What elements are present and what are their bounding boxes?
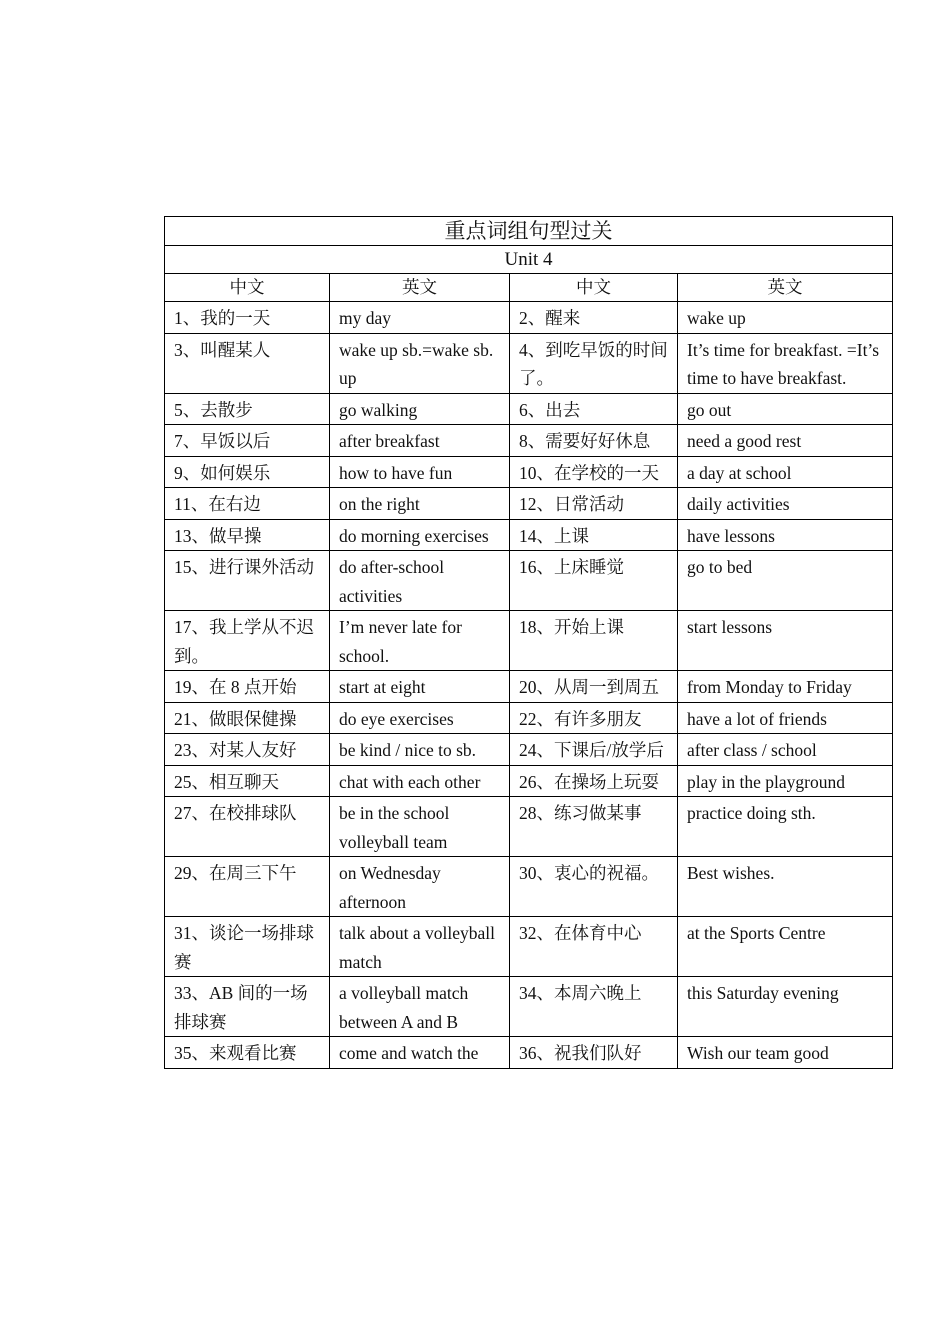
table-row — [165, 765, 893, 797]
chinese-cell: 25、相互聊天 — [165, 765, 330, 797]
chinese-cell: 11、在右边 — [165, 488, 330, 520]
english-cell: Wish our team good — [678, 1037, 893, 1069]
english-cell: start at eight — [330, 671, 510, 703]
chinese-cell: 17、我上学从不迟到。 — [165, 611, 330, 671]
english-cell: a day at school — [678, 456, 893, 488]
table-row — [165, 611, 893, 671]
chinese-cell: 35、来观看比赛 — [165, 1037, 330, 1069]
english-cell: start lessons — [678, 611, 893, 671]
english-cell: a volleyball match between A and B — [330, 977, 510, 1037]
chinese-cell: 19、在 8 点开始 — [165, 671, 330, 703]
chinese-cell: 32、在体育中心 — [510, 917, 678, 977]
chinese-cell: 21、做眼保健操 — [165, 702, 330, 734]
chinese-cell: 15、进行课外活动 — [165, 551, 330, 611]
chinese-cell: 33、AB 间的一场排球赛 — [165, 977, 330, 1037]
table-row — [165, 917, 893, 977]
table-row — [165, 551, 893, 611]
chinese-cell: 28、练习做某事 — [510, 797, 678, 857]
table-row — [165, 671, 893, 703]
chinese-cell: 12、日常活动 — [510, 488, 678, 520]
chinese-cell: 27、在校排球队 — [165, 797, 330, 857]
header-chinese-1: 中文 — [165, 274, 330, 302]
english-cell: how to have fun — [330, 456, 510, 488]
english-cell: at the Sports Centre — [678, 917, 893, 977]
vocab-table-body — [165, 217, 893, 1069]
table-row — [165, 425, 893, 457]
chinese-cell: 26、在操场上玩耍 — [510, 765, 678, 797]
chinese-cell: 3、叫醒某人 — [165, 333, 330, 393]
english-cell: go to bed — [678, 551, 893, 611]
english-cell: play in the playground — [678, 765, 893, 797]
table-row — [165, 857, 893, 917]
table-row — [165, 456, 893, 488]
english-cell: practice doing sth. — [678, 797, 893, 857]
chinese-cell: 1、我的一天 — [165, 302, 330, 334]
chinese-cell: 31、谈论一场排球赛 — [165, 917, 330, 977]
english-cell: I’m never late for school. — [330, 611, 510, 671]
english-cell: do morning exercises — [330, 519, 510, 551]
header-english-2: 英文 — [678, 274, 893, 302]
chinese-cell: 20、从周一到周五 — [510, 671, 678, 703]
unit-label: Unit 4 — [165, 246, 893, 274]
table-row — [165, 393, 893, 425]
english-cell: go walking — [330, 393, 510, 425]
title-row — [165, 217, 893, 246]
english-cell: have a lot of friends — [678, 702, 893, 734]
chinese-cell: 30、衷心的祝福。 — [510, 857, 678, 917]
chinese-cell: 4、到吃早饭的时间了。 — [510, 333, 678, 393]
english-cell: wake up sb.=wake sb. up — [330, 333, 510, 393]
english-cell: after breakfast — [330, 425, 510, 457]
chinese-cell: 13、做早操 — [165, 519, 330, 551]
table-row — [165, 797, 893, 857]
table-row — [165, 488, 893, 520]
table-row — [165, 1037, 893, 1069]
english-cell: talk about a volleyball match — [330, 917, 510, 977]
header-row — [165, 274, 893, 302]
english-cell: be kind / nice to sb. — [330, 734, 510, 766]
english-cell: Best wishes. — [678, 857, 893, 917]
chinese-cell: 5、去散步 — [165, 393, 330, 425]
english-cell: need a good rest — [678, 425, 893, 457]
english-cell: on Wednesday afternoon — [330, 857, 510, 917]
english-cell: daily activities — [678, 488, 893, 520]
table-row — [165, 734, 893, 766]
chinese-cell: 34、本周六晚上 — [510, 977, 678, 1037]
english-cell: have lessons — [678, 519, 893, 551]
chinese-cell: 29、在周三下午 — [165, 857, 330, 917]
english-cell: chat with each other — [330, 765, 510, 797]
unit-row — [165, 246, 893, 274]
table-title: 重点词组句型过关 — [165, 217, 893, 246]
english-cell: this Saturday evening — [678, 977, 893, 1037]
english-cell: from Monday to Friday — [678, 671, 893, 703]
english-cell: come and watch the — [330, 1037, 510, 1069]
english-cell: It’s time for breakfast. =It’s time to have breakfast. — [678, 333, 893, 393]
table-row — [165, 302, 893, 334]
english-cell: after class / school — [678, 734, 893, 766]
english-cell: my day — [330, 302, 510, 334]
chinese-cell: 9、如何娱乐 — [165, 456, 330, 488]
chinese-cell: 22、有许多朋友 — [510, 702, 678, 734]
chinese-cell: 8、需要好好休息 — [510, 425, 678, 457]
header-chinese-2: 中文 — [510, 274, 678, 302]
english-cell: do after-school activities — [330, 551, 510, 611]
table-row — [165, 702, 893, 734]
chinese-cell: 14、上课 — [510, 519, 678, 551]
chinese-cell: 6、出去 — [510, 393, 678, 425]
chinese-cell: 36、祝我们队好 — [510, 1037, 678, 1069]
table-row — [165, 519, 893, 551]
english-cell: do eye exercises — [330, 702, 510, 734]
table-row — [165, 333, 893, 393]
table-row — [165, 977, 893, 1037]
english-cell: on the right — [330, 488, 510, 520]
english-cell: go out — [678, 393, 893, 425]
chinese-cell: 10、在学校的一天 — [510, 456, 678, 488]
vocab-table — [164, 216, 893, 1069]
chinese-cell: 18、开始上课 — [510, 611, 678, 671]
chinese-cell: 16、上床睡觉 — [510, 551, 678, 611]
chinese-cell: 24、下课后/放学后 — [510, 734, 678, 766]
chinese-cell: 23、对某人友好 — [165, 734, 330, 766]
header-english-1: 英文 — [330, 274, 510, 302]
english-cell: be in the school volleyball team — [330, 797, 510, 857]
chinese-cell: 7、早饭以后 — [165, 425, 330, 457]
chinese-cell: 2、醒来 — [510, 302, 678, 334]
english-cell: wake up — [678, 302, 893, 334]
